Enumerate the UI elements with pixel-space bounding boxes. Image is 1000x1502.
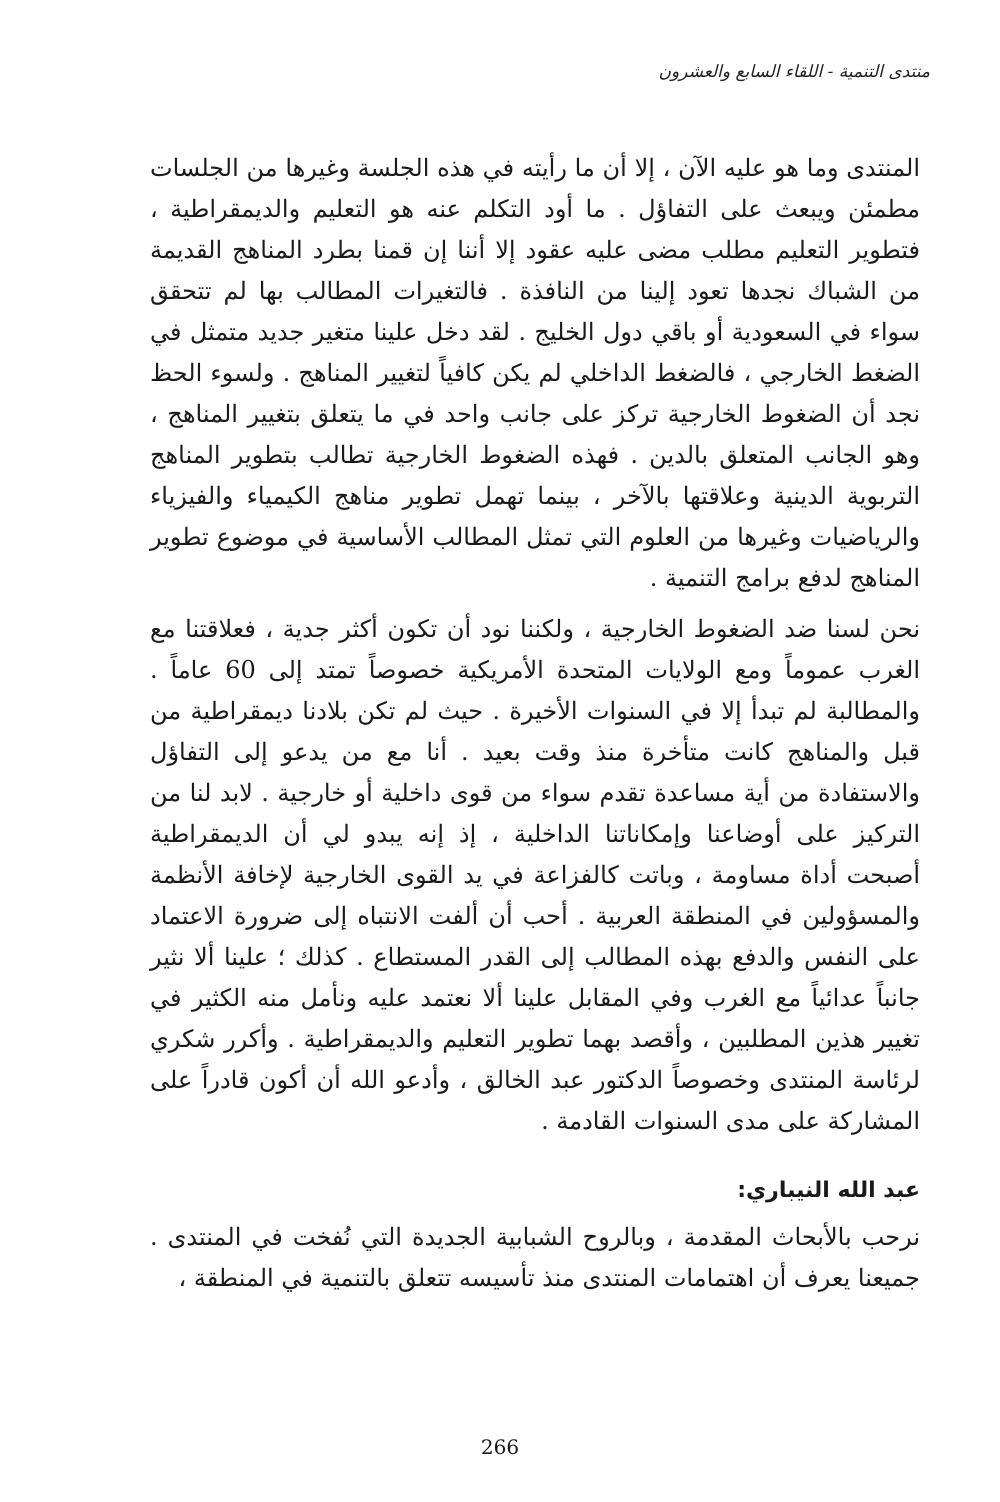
running-header: منتدى التنمية - اللقاء السابع والعشرون bbox=[658, 62, 930, 82]
page-body bbox=[150, 148, 920, 1299]
speaker-paragraph: نرحب بالأبحاث المقدمة ، وبالروح الشبابية الجديدة التي نُفخت في المنتدى . جميعنا يعرف أن اهتمامات المنتدى منذ تأسيسه تتعلق بالتنمية في المنطقة ، bbox=[150, 1223, 920, 1292]
speaker-heading: عبد الله النيباري: bbox=[737, 1178, 920, 1203]
page-number: 266 bbox=[480, 1435, 520, 1459]
body-paragraph: المنتدى وما هو عليه الآن ، إلا أن ما رأيته في هذه الجلسة وغيرها من الجلسات مطمئن ويبعث على التفاؤل . ما أود التكلم عنه هو التعليم والديمقراطية ، فتطوير التعليم مطلب مضى عليه عقود إلا أننا إن قمنا بطرد المناهج القديمة من الشباك نجدها تعود إلينا من النافذة . فالتغيرات المطالب بها لم تتحقق سواء في السعودية أو باقي دول الخليج . لقد دخل علينا متغير جديد متمثل في الضغط الخارجي ، فالضغط الداخلي لم يكن كافياً لتغيير المناهج . ولسوء الحظ نجد أن الضغوط الخارجية تركز على جانب واحد في ما يتعلق بتغيير المناهج ، وهو الجانب المتعلق بالدين . فهذه الضغوط الخارجية تطالب بتطوير المناهج التربوية الدينية وعلاقتها بالآخر ، بينما تهمل تطوير مناهج الكيمياء والفيزياء والرياضيات وغيرها من العلوم التي تمثل المطالب الأساسية في موضوع تطوير المناهج لدفع برامج التنمية . bbox=[150, 154, 920, 592]
body-paragraph: نحن لسنا ضد الضغوط الخارجية ، ولكننا نود أن تكون أكثر جدية ، فعلاقتنا مع الغرب عموماً ومع الولايات المتحدة الأمريكية خصوصاً تمتد إلى 60 عاماً . والمطالبة لم تبدأ إلا في السنوات الأخيرة . حيث لم تكن بلادنا ديمقراطية من قبل والمناهج كانت متأخرة منذ وقت بعيد . أنا مع من يدعو إلى التفاؤل والاستفادة من أية مساعدة تقدم سواء من قوى داخلية أو خارجية . لابد لنا من التركيز على أوضاعنا وإمكاناتنا الداخلية ، إذ إنه يبدو لي أن الديمقراطية أصبحت أداة مساومة ، وباتت كالفزاعة في يد القوى الخارجية لإخافة الأنظمة والمسؤولين في المنطقة العربية . أحب أن ألفت الانتباه إلى ضرورة الاعتماد على النفس والدفع بهذه المطالب إلى القدر المستطاع . كذلك ؛ علينا ألا نثير جانباً عدائياً مع الغرب وفي المقابل علينا ألا نعتمد عليه ونأمل منه الكثير في تغيير هذين المطلبين ، وأقصد بهما تطوير التعليم والديمقراطية . وأكرر شكري لرئاسة المنتدى وخصوصاً الدكتور عبد الخالق ، وأدعو الله أن أكون قادراً على المشاركة على مدى السنوات القادمة . bbox=[150, 615, 921, 1135]
